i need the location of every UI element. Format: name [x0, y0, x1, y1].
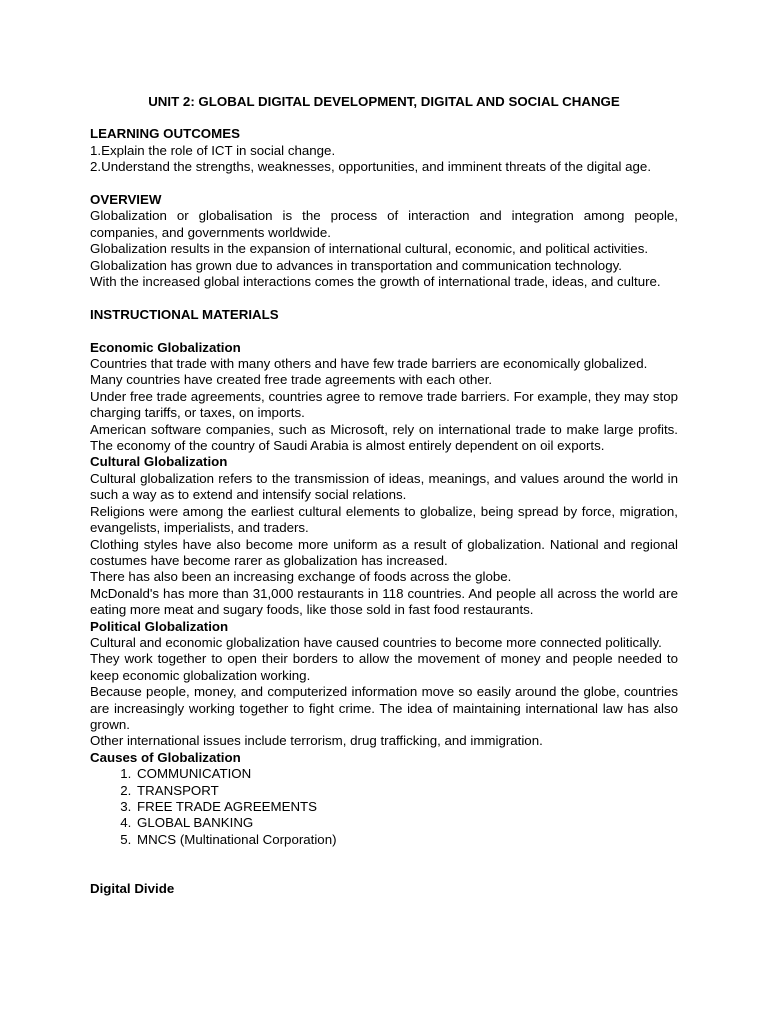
causes-list [90, 766, 678, 848]
unit-title: UNIT 2: GLOBAL DIGITAL DEVELOPMENT, DIGITAL AND SOCIAL CHANGE [148, 94, 620, 109]
cultural-globalization-heading: Cultural Globalization [90, 454, 228, 470]
causes-list-item: 5. MNCS (Multinational Corporation) [135, 832, 678, 848]
learning-outcome-item: 1.Explain the role of ICT in social change. [90, 142, 336, 158]
political-paragraph: They work together to open their borders to allow the movement of money and people needed to keep economic globalization working. [90, 651, 678, 683]
cultural-paragraph: Cultural globalization refers to the transmission of ideas, meanings, and values around the world in such a way as to extend and intensify social relations. [90, 470, 678, 503]
political-paragraph: Cultural and economic globalization have caused countries to become more connected politically. [90, 634, 662, 650]
economic-paragraph: Many countries have created free trade agreements with each other. [90, 372, 493, 388]
causes-list-item: 2. TRANSPORT [135, 783, 678, 799]
causes-list-item: 3. FREE TRADE AGREEMENTS [135, 799, 678, 815]
overview-paragraph: Globalization results in the expansion of international cultural, economic, and political activities. [90, 241, 649, 257]
economic-paragraph: American software companies, such as Microsoft, rely on international trade to make large profits. The economy of the country of Saudi Arabia is almost entirely dependent on oil exports. [90, 421, 678, 454]
cultural-paragraph: There has also been an increasing exchange of foods across the globe. [90, 569, 512, 585]
economic-globalization-heading: Economic Globalization [90, 339, 241, 355]
causes-list-item: 4. GLOBAL BANKING [135, 815, 678, 831]
political-paragraph: Because people, money, and computerized information move so easily around the globe, countries are increasingly working together to fight crime. The idea of maintaining international law has also grown. [90, 684, 678, 732]
overview-paragraph: Globalization has grown due to advances in transportation and communication technology. [90, 257, 622, 273]
political-paragraph: Other international issues include terrorism, drug trafficking, and immigration. [90, 733, 543, 749]
causes-of-globalization-heading: Causes of Globalization [90, 749, 241, 765]
political-globalization-heading: Political Globalization [90, 618, 229, 634]
cultural-paragraph: Clothing styles have also become more uniform as a result of globalization. National and regional costumes have become rarer as globalization has increased. [90, 536, 678, 568]
overview-paragraph: Globalization or globalisation is the process of interaction and integration among people, companies, and governments worldwide. [90, 208, 678, 240]
digital-divide-heading: Digital Divide [90, 881, 175, 897]
learning-outcomes-heading: LEARNING OUTCOMES [90, 126, 240, 142]
cultural-paragraph: McDonald's has more than 31,000 restaurants in 118 countries. And people all across the world are eating more meat and sugary foods, like those sold in fast food restaurants. [90, 585, 678, 618]
economic-paragraph: Under free trade agreements, countries agree to remove trade barriers. For example, they may stop charging tariffs, or taxes, on imports. [90, 388, 678, 421]
economic-paragraph: Countries that trade with many others and have few trade barriers are economically globalized. [90, 356, 648, 372]
overview-heading: OVERVIEW [90, 192, 162, 208]
overview-paragraph: With the increased global interactions comes the growth of international trade, ideas, and culture. [90, 274, 661, 290]
learning-outcome-item: 2.Understand the strengths, weaknesses, opportunities, and imminent threats of the digital age. [90, 159, 652, 175]
cultural-paragraph: Religions were among the earliest cultural elements to globalize, being spread by force, migration, evangelists, imperialists, and traders. [90, 503, 678, 536]
instructional-materials-heading: INSTRUCTIONAL MATERIALS [90, 306, 279, 322]
causes-list-item: 1. COMMUNICATION [135, 766, 678, 782]
